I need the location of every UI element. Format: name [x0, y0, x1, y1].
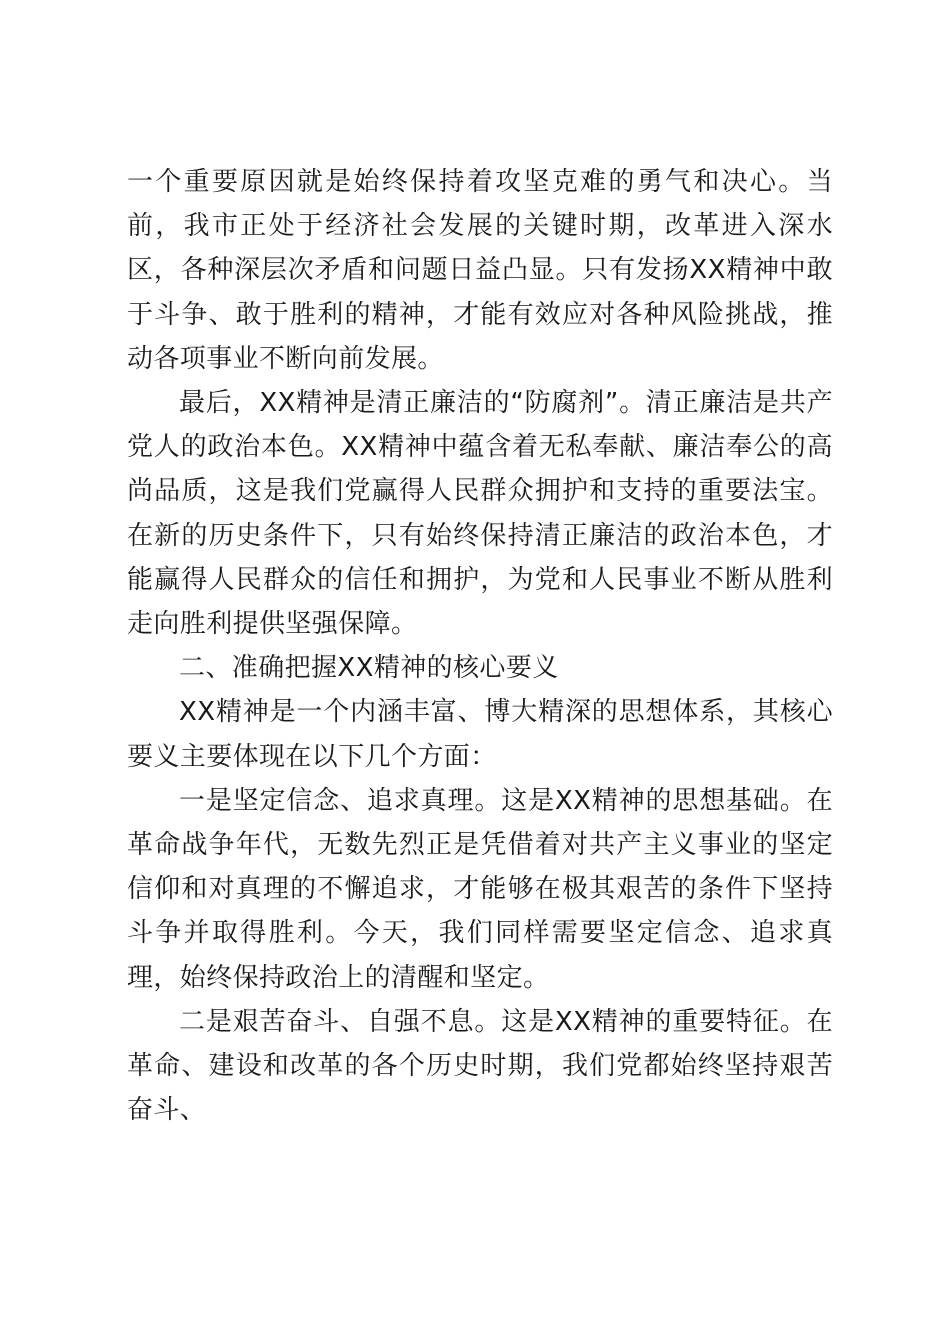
document-body: [127, 160, 833, 1132]
paragraph-courage-and-determination: 一个重要原因就是始终保持着攻坚克难的勇气和决心。当前，我市正处于经济社会发展的关键时期，改革进入深水区，各种深层次矛盾和问题日益凸显。只有发扬XX精神中敢于斗争、敢于胜利的精神，才能有效应对各种风险挑战，推动各项事业不断向前发展。: [127, 167, 833, 374]
section-heading-core-meaning: 二、准确把握XX精神的核心要义: [179, 653, 559, 684]
paragraph-anti-corruption: 最后，XX精神是清正廉洁的“防腐剂”。清正廉洁是共产党人的政治本色。XX精神中蕴含着无私奉献、廉洁奉公的高尚品质，这是我们党赢得人民群众拥护和支持的重要法宝。在新的历史条件下，只有始终保持清正廉洁的政治本色，才能赢得人民群众的信任和拥护，为党和人民事业不断从胜利走向胜利提供坚强保障。: [127, 388, 833, 640]
paragraph-core-meaning-intro: XX精神是一个内涵丰富、博大精深的思想体系，其核心要义主要体现在以下几个方面：: [127, 697, 833, 772]
paragraph-hard-work: 二是艰苦奋斗、自强不息。这是XX精神的重要特征。在革命、建设和改革的各个历史时期，我们党都始终坚持艰苦奋斗、: [127, 1006, 833, 1126]
paragraph-firm-belief: 一是坚定信念、追求真理。这是XX精神的思想基础。在革命战争年代，无数先烈正是凭借着对共产主义事业的坚定信仰和对真理的不懈追求，才能够在极其艰苦的条件下坚持斗争并取得胜利。今天，我们同样需要坚定信念、追求真理，始终保持政治上的清醒和坚定。: [127, 785, 833, 993]
